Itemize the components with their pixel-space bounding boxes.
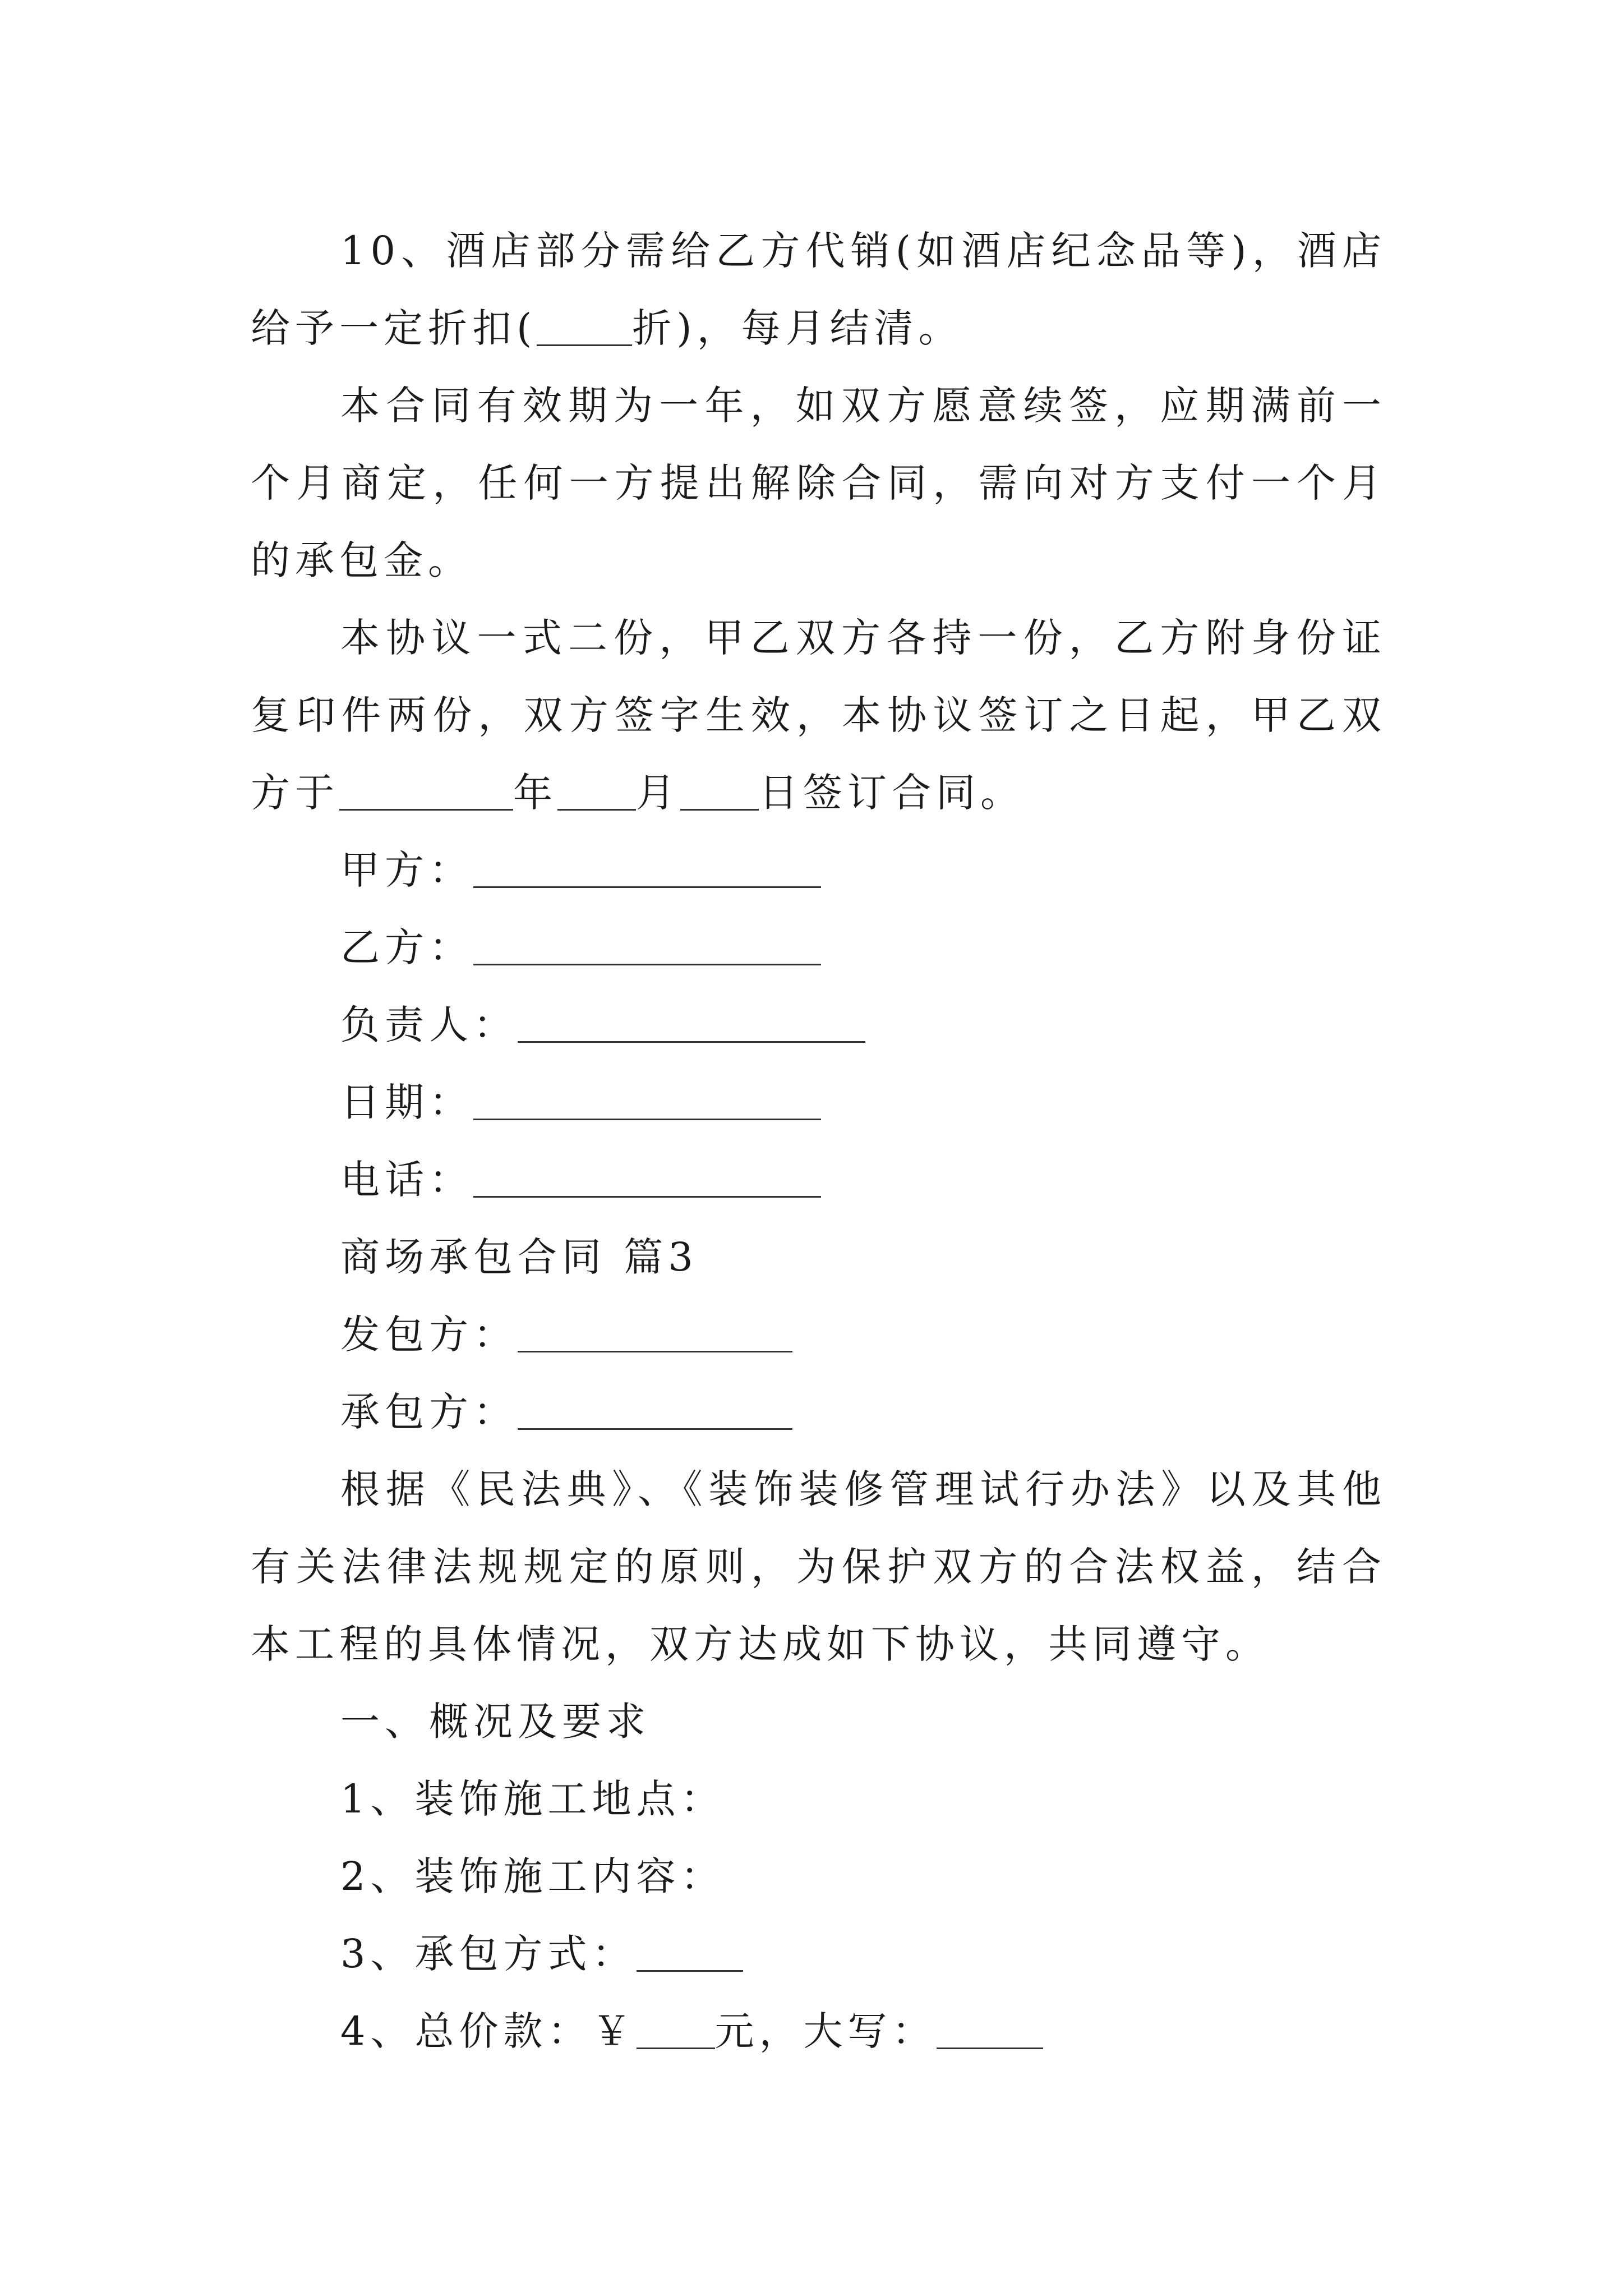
- section-title: 商场承包合同 篇3: [340, 1234, 698, 1280]
- month-blank: [557, 770, 636, 811]
- paragraph-text: 10、酒店部分需给乙方代销(如酒店纪念品等)，酒店给予一定折扣(: [251, 228, 1386, 351]
- party-a-label: 甲方：: [340, 847, 473, 893]
- responsible-line: [251, 986, 1386, 1064]
- heading-overview: 一、概况及要求: [340, 1699, 651, 1745]
- phone-label: 电话：: [340, 1157, 473, 1203]
- party-a-blank: [473, 847, 821, 888]
- paragraph-text: 本协议一式二份，甲乙双方各持一份，乙方附身份证复印件两份，双方签字生效，本协议签订之日起，甲乙双方于: [251, 615, 1386, 816]
- item-method-label: 3、承包方式：: [340, 1931, 637, 1977]
- item-location: 1、装饰施工地点：: [340, 1776, 725, 1822]
- paragraph-legal-basis: 根据《民法典》、《装饰装修管理试行办法》以及其他有关法律法规规定的原则，为保护双方的合法权益，结合本工程的具体情况，双方达成如下协议，共同遵守。: [251, 1466, 1386, 1667]
- party-b-blank: [473, 924, 821, 965]
- employer-line: [251, 1296, 1386, 1373]
- date-line: [251, 1064, 1386, 1141]
- contractor-line: [251, 1373, 1386, 1451]
- paragraph-validity: 本合同有效期为一年，如双方愿意续签，应期满前一个月商定，任何一方提出解除合同，需向对方支付一个月的承包金。: [251, 383, 1386, 583]
- date-blank: [473, 1079, 821, 1120]
- contractor-label: 承包方：: [340, 1389, 518, 1435]
- phone-blank: [473, 1157, 821, 1198]
- document-body: [251, 212, 1386, 2070]
- day-blank: [680, 770, 759, 811]
- item-content: 2、装饰施工内容：: [340, 1853, 725, 1899]
- discount-blank: [537, 305, 632, 346]
- party-a-line: [251, 831, 1386, 909]
- contractor-blank: [518, 1389, 792, 1430]
- month-label: 月: [636, 770, 680, 816]
- paragraph-text-tail: 折)，每月结清。: [632, 305, 963, 351]
- paragraph-hotel-consignment: [251, 212, 1386, 367]
- party-b-line: [251, 909, 1386, 986]
- item-price-words-label: 元，大写：: [714, 2008, 937, 2054]
- price-words-blank: [937, 2008, 1043, 2049]
- day-label: 日签订合同。: [759, 770, 1025, 816]
- employer-label: 发包方：: [340, 1312, 518, 1358]
- method-blank: [637, 1931, 743, 1972]
- phone-line: [251, 1141, 1386, 1218]
- price-blank: [637, 2008, 715, 2049]
- party-b-label: 乙方：: [340, 924, 473, 970]
- employer-blank: [518, 1312, 792, 1352]
- date-label: 日期：: [340, 1079, 473, 1125]
- item-price-label: 4、总价款：￥: [340, 2008, 637, 2054]
- year-blank: [339, 770, 513, 811]
- year-label: 年: [513, 770, 557, 816]
- item-method: [251, 1915, 1386, 1993]
- paragraph-copies: [251, 599, 1386, 831]
- item-price: [251, 1993, 1386, 2070]
- responsible-label: 负责人：: [340, 1002, 518, 1048]
- responsible-blank: [518, 1002, 865, 1043]
